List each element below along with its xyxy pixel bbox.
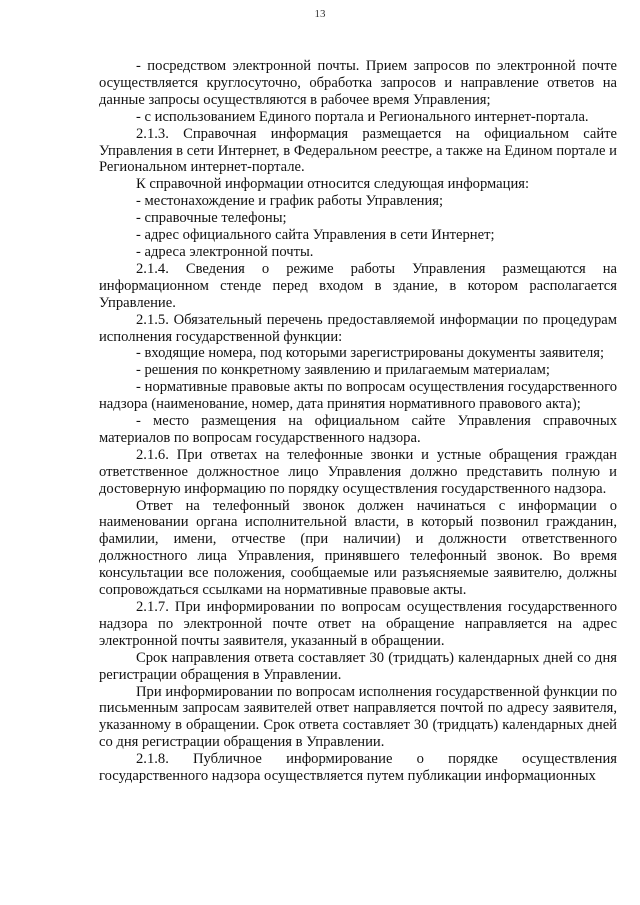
paragraph: 2.1.4. Сведения о режиме работы Управления размещаются на информационном стенде перед входом в здание, в котором располагается Управление. — [99, 260, 617, 311]
paragraph: - местонахождение и график работы Управления; — [136, 193, 444, 210]
paragraph: 2.1.7. При информировании по вопросам осуществления государственного надзора по электронной почте ответ на обращение направляется на адрес электронной почты заявителя, указанный в обращении. — [99, 599, 617, 649]
paragraph: Срок направления ответа составляет 30 (тридцать) календарных дней со дня регистрации обращения в Управлении. — [99, 649, 617, 683]
document-body — [99, 58, 617, 785]
paragraph: 2.1.6. При ответах на телефонные звонки и устные обращения граждан ответственное должностное лицо Управления должно представить полную и достоверную информацию по порядку осуществления государственного надзора. — [99, 446, 617, 497]
page-number: 13 — [314, 8, 326, 20]
paragraph: - нормативные правовые акты по вопросам осуществления государственного надзора (наименование, номер, дата принятия нормативного правового акта); — [99, 379, 617, 413]
paragraph: 2.1.3. Справочная информация размещается на официальном сайте Управления в сети Интернет, в Федеральном реестре, а также на Едином портале и Региональном интернет-портале. — [99, 125, 617, 176]
paragraph: - входящие номера, под которыми зарегистрированы документы заявителя; — [136, 345, 605, 362]
paragraph: - справочные телефоны; — [136, 210, 287, 227]
paragraph: - адрес официального сайта Управления в сети Интернет; — [136, 227, 495, 244]
paragraph: 2.1.8. Публичное информирование о порядке осуществления государственного надзора осуществляется путем публикации информационных — [99, 751, 617, 785]
paragraph: При информировании по вопросам исполнения государственной функции по письменным запросам заявителей ответ направляется почтой по адресу заявителя, указанному в обращении. Срок ответа составляет 30 (тридцать) календарных дней со дня регистрации обращения в Управлении. — [99, 683, 617, 751]
paragraph: - посредством электронной почты. Прием запросов по электронной почте осуществляется круглосуточно, обработка запросов и направление ответов на данные запросы осуществляются в рабочее время Управления; — [99, 58, 617, 108]
paragraph: 2.1.5. Обязательный перечень предоставляемой информации по процедурам исполнения государственной функции: — [99, 311, 617, 345]
paragraph: - с использованием Единого портала и Регионального интернет-портала. — [136, 108, 589, 125]
paragraph: К справочной информации относится следующая информация: — [136, 176, 530, 193]
paragraph: - решения по конкретному заявлению и прилагаемым материалам; — [136, 362, 550, 379]
paragraph: - адреса электронной почты. — [136, 243, 314, 260]
paragraph: Ответ на телефонный звонок должен начинаться с информации о наименовании органа исполнительной власти, в который позвонил гражданин, фамилии, имени, отчестве (при наличии) и должности ответственного должностного лица Управления, принявшего телефонный звонок. Во время консультации все положения, сообщаемые или разъясняемые заявителю, должны сопровождаться ссылками на нормативные правовые акты. — [99, 497, 617, 599]
paragraph: - место размещения на официальном сайте Управления справочных материалов по вопросам государственного надзора. — [99, 413, 617, 446]
